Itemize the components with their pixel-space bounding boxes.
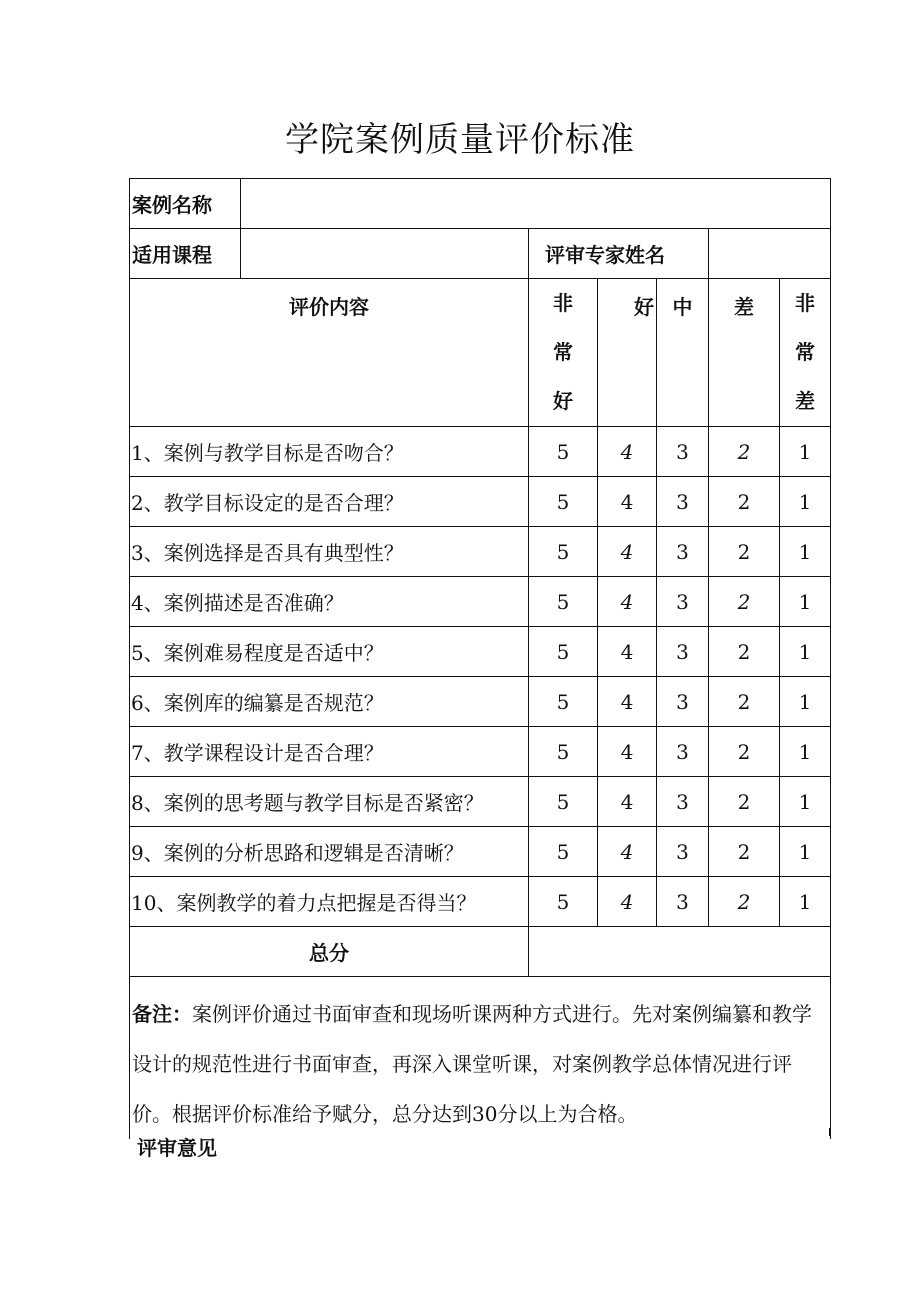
criterion-text: 4、案例描述是否准确？: [130, 577, 529, 627]
score-very-good[interactable]: 5: [529, 577, 598, 627]
score-very-good[interactable]: 5: [529, 627, 598, 677]
case-name-row: [130, 179, 831, 229]
header-poor-text: 差: [734, 295, 754, 319]
score-poor[interactable]: 2: [709, 577, 780, 627]
score-very-poor[interactable]: 1: [780, 627, 831, 677]
score-poor[interactable]: 2: [709, 877, 780, 927]
score-medium[interactable]: 3: [657, 777, 709, 827]
criterion-row: [130, 877, 831, 927]
criterion-row: [130, 477, 831, 527]
criterion-row: [130, 627, 831, 677]
score-very-poor[interactable]: 1: [780, 727, 831, 777]
score-very-poor[interactable]: 1: [780, 877, 831, 927]
header-poor: [709, 279, 780, 427]
header-row: [130, 279, 831, 427]
score-poor[interactable]: 2: [709, 627, 780, 677]
score-medium[interactable]: 3: [657, 627, 709, 677]
criterion-text: 10、案例教学的着力点把握是否得当？: [130, 877, 529, 927]
border-fragment: [829, 1128, 830, 1136]
score-very-poor[interactable]: 1: [780, 827, 831, 877]
total-row: [130, 927, 831, 977]
score-medium[interactable]: 3: [657, 827, 709, 877]
evaluation-table: [129, 178, 831, 1139]
score-medium[interactable]: 3: [657, 477, 709, 527]
score-very-good[interactable]: 5: [529, 727, 598, 777]
score-poor[interactable]: 2: [709, 727, 780, 777]
header-very-good: [529, 279, 598, 427]
score-good[interactable]: 4: [598, 877, 657, 927]
criterion-row: [130, 577, 831, 627]
score-very-poor[interactable]: 1: [780, 777, 831, 827]
course-field[interactable]: [241, 229, 529, 279]
score-very-good[interactable]: 5: [529, 477, 598, 527]
expert-field[interactable]: [709, 229, 831, 279]
course-label: 适用课程: [130, 229, 241, 279]
score-very-good[interactable]: 5: [529, 527, 598, 577]
criterion-row: [130, 777, 831, 827]
score-good[interactable]: 4: [598, 777, 657, 827]
score-poor[interactable]: 2: [709, 527, 780, 577]
header-medium: [657, 279, 709, 427]
score-very-good[interactable]: 5: [529, 677, 598, 727]
note-text: 案例评价通过书面审查和现场听课两种方式进行。先对案例编纂和教学设计的规范性进行书面审查，再深入课堂听课，对案例教学总体情况进行评价。根据评价标准给予赋分，总分达到30分以上为合格。: [132, 1002, 812, 1126]
score-good[interactable]: 4: [598, 677, 657, 727]
header-very-poor: [780, 279, 831, 427]
score-very-poor[interactable]: 1: [780, 577, 831, 627]
score-medium[interactable]: 3: [657, 877, 709, 927]
score-poor[interactable]: 2: [709, 827, 780, 877]
criterion-text: 6、案例库的编纂是否规范？: [130, 677, 529, 727]
criterion-row: [130, 677, 831, 727]
criterion-text: 5、案例难易程度是否适中？: [130, 627, 529, 677]
header-content: [130, 279, 529, 427]
score-very-poor[interactable]: 1: [780, 677, 831, 727]
header-very-good-text: 非常好: [553, 291, 573, 413]
score-very-good[interactable]: 5: [529, 827, 598, 877]
score-medium[interactable]: 3: [657, 527, 709, 577]
score-good[interactable]: 4: [598, 727, 657, 777]
score-poor[interactable]: 2: [709, 777, 780, 827]
criterion-row: [130, 727, 831, 777]
score-very-good[interactable]: 5: [529, 777, 598, 827]
case-name-field[interactable]: [241, 179, 831, 229]
score-very-good[interactable]: 5: [529, 427, 598, 477]
criterion-text: 1、案例与教学目标是否吻合？: [130, 427, 529, 477]
score-medium[interactable]: 3: [657, 727, 709, 777]
score-good[interactable]: 4: [598, 527, 657, 577]
note-label: 备注：: [132, 1002, 192, 1026]
header-medium-text: 中: [672, 295, 693, 319]
score-very-good[interactable]: 5: [529, 877, 598, 927]
opinion-label: 评审意见: [137, 1136, 217, 1160]
criterion-row: [130, 827, 831, 877]
score-medium[interactable]: 3: [657, 677, 709, 727]
score-good[interactable]: 4: [598, 827, 657, 877]
criterion-text: 2、教学目标设定的是否合理？: [130, 477, 529, 527]
note-cell: [130, 977, 831, 1140]
page-title: 学院案例质量评价标准: [285, 120, 635, 160]
score-good[interactable]: 4: [598, 427, 657, 477]
expert-label: 评审专家姓名: [529, 229, 709, 279]
score-poor[interactable]: 2: [709, 427, 780, 477]
score-good[interactable]: 4: [598, 577, 657, 627]
score-medium[interactable]: 3: [657, 577, 709, 627]
score-very-poor[interactable]: 1: [780, 427, 831, 477]
criterion-text: 8、案例的思考题与教学目标是否紧密？: [130, 777, 529, 827]
score-medium[interactable]: 3: [657, 427, 709, 477]
total-field[interactable]: [529, 927, 831, 977]
note-row: [130, 977, 831, 1140]
score-poor[interactable]: 2: [709, 477, 780, 527]
total-label: 总分: [130, 927, 529, 977]
score-good[interactable]: 4: [598, 477, 657, 527]
criterion-row: [130, 427, 831, 477]
score-very-poor[interactable]: 1: [780, 527, 831, 577]
header-content-text: 评价内容: [289, 295, 369, 319]
header-good: [598, 279, 657, 427]
course-row: [130, 229, 831, 279]
header-good-text: 好: [634, 295, 654, 319]
case-name-label: 案例名称: [130, 179, 241, 229]
score-poor[interactable]: 2: [709, 677, 780, 727]
criterion-text: 7、教学课程设计是否合理？: [130, 727, 529, 777]
criterion-text: 3、案例选择是否具有典型性？: [130, 527, 529, 577]
header-very-poor-text: 非常差: [795, 291, 816, 413]
score-very-poor[interactable]: 1: [780, 477, 831, 527]
criterion-row: [130, 527, 831, 577]
score-good[interactable]: 4: [598, 627, 657, 677]
criterion-text: 9、案例的分析思路和逻辑是否清晰？: [130, 827, 529, 877]
